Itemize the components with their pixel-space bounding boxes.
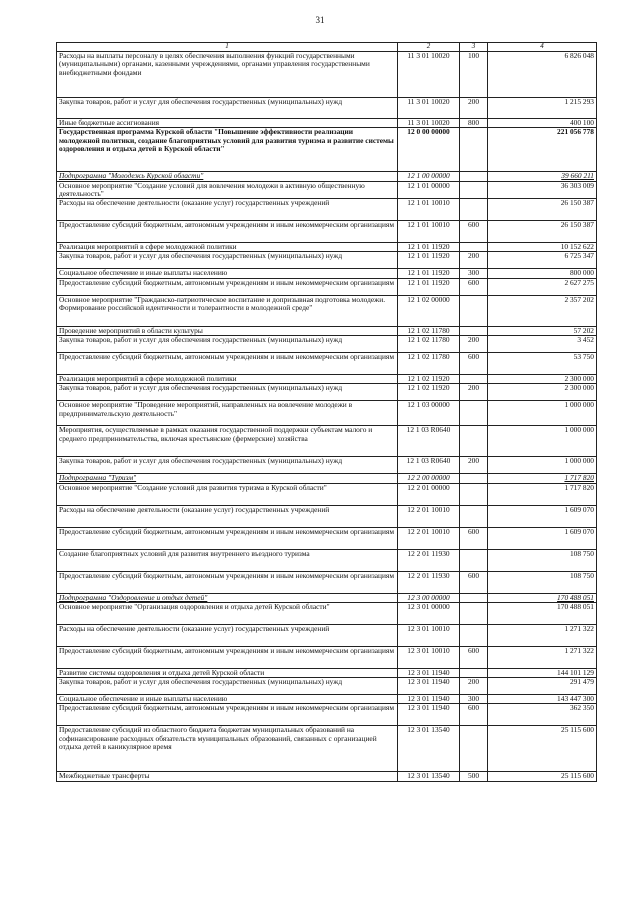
row-code-cell: 12 3 01 13540 xyxy=(398,726,460,772)
table-row xyxy=(57,726,597,772)
row-name-cell: Проведение мероприятий в области культуры xyxy=(57,326,398,335)
table-row xyxy=(57,668,597,677)
row-type-cell: 600 xyxy=(460,704,488,726)
row-amount-cell: 1 609 070 xyxy=(488,505,597,527)
row-name-cell: Основное мероприятие "Создание условий для развития туризма в Курской области" xyxy=(57,483,398,505)
row-code-cell: 12 3 01 13540 xyxy=(398,772,460,781)
row-type-cell xyxy=(460,668,488,677)
row-code-cell: 12 0 00 00000 xyxy=(398,128,460,172)
row-amount-cell: 144 101 129 xyxy=(488,668,597,677)
row-type-cell: 600 xyxy=(460,221,488,243)
row-code-cell: 12 1 02 11780 xyxy=(398,326,460,335)
column-header-4: 4 xyxy=(488,43,597,52)
table-row xyxy=(57,326,597,335)
column-header-1: 1 xyxy=(57,43,398,52)
row-code-cell: 12 1 01 10010 xyxy=(398,221,460,243)
row-code-cell: 12 2 01 11930 xyxy=(398,571,460,593)
row-code-cell: 12 1 02 11920 xyxy=(398,384,460,401)
row-type-cell xyxy=(460,172,488,181)
table-row xyxy=(57,549,597,571)
row-code-cell: 12 1 03 R0640 xyxy=(398,457,460,474)
row-amount-cell: 1 271 322 xyxy=(488,624,597,646)
table-row xyxy=(57,646,597,668)
table-row xyxy=(57,172,597,181)
table-row xyxy=(57,52,597,98)
row-code-cell: 12 1 02 11780 xyxy=(398,335,460,352)
row-code-cell: 12 3 01 11940 xyxy=(398,704,460,726)
row-amount-cell: 1 000 000 xyxy=(488,426,597,457)
row-name-cell: Предоставление субсидий бюджетным, автономным учреждениям и иным некоммерческим организациям xyxy=(57,278,398,295)
row-type-cell: 200 xyxy=(460,678,488,695)
table-row xyxy=(57,221,597,243)
row-type-cell xyxy=(460,374,488,383)
table-row xyxy=(57,98,597,119)
row-amount-cell: 57 202 xyxy=(488,326,597,335)
row-name-cell: Предоставление субсидий бюджетным, автономным учреждениям и иным некоммерческим организациям xyxy=(57,221,398,243)
column-header-2: 2 xyxy=(398,43,460,52)
row-name-cell: Социальное обеспечение и иные выплаты населению xyxy=(57,269,398,278)
row-amount-cell: 1 717 820 xyxy=(488,474,597,483)
row-type-cell: 100 xyxy=(460,52,488,98)
row-name-cell: Расходы на обеспечение деятельности (оказание услуг) государственных учреждений xyxy=(57,199,398,221)
row-code-cell: 11 3 01 10020 xyxy=(398,98,460,119)
table-header-row xyxy=(57,43,597,52)
row-amount-cell: 3 452 xyxy=(488,335,597,352)
row-name-cell: Иные бюджетные ассигнования xyxy=(57,119,398,128)
row-type-cell xyxy=(460,593,488,602)
row-code-cell: 12 1 03 R0640 xyxy=(398,426,460,457)
row-type-cell: 200 xyxy=(460,98,488,119)
row-name-cell: Развитие системы оздоровления и отдыха детей Курской области xyxy=(57,668,398,677)
table-row xyxy=(57,527,597,549)
row-name-cell: Создание благоприятных условий для развития внутреннего въездного туризма xyxy=(57,549,398,571)
row-code-cell: 12 3 01 11940 xyxy=(398,678,460,695)
row-name-cell: Мероприятия, осуществляемые в рамках оказания государственной поддержки субъектам малого и среднего предпринимательства, включая крестьянские (фермерские) хозяйства xyxy=(57,426,398,457)
row-type-cell xyxy=(460,549,488,571)
row-name-cell: Подпрограмма "Оздоровление и отдых детей" xyxy=(57,593,398,602)
row-name-cell: Закупка товаров, работ и услуг для обеспечения государственных (муниципальных) нужд xyxy=(57,457,398,474)
row-amount-cell: 221 056 778 xyxy=(488,128,597,172)
row-amount-cell: 170 488 051 xyxy=(488,602,597,624)
table-row xyxy=(57,269,597,278)
row-name-cell: Расходы на выплаты персоналу в целях обеспечения выполнения функций государственными (муниципальными) органами, казенными учреждениями, органами управления государственными внебюджетными фондами xyxy=(57,52,398,98)
row-name-cell: Предоставление субсидий бюджетным, автономным учреждениям и иным некоммерческим организациям xyxy=(57,571,398,593)
table-row xyxy=(57,243,597,252)
row-name-cell: Подпрограмма "Молодежь Курской области" xyxy=(57,172,398,181)
table-row xyxy=(57,426,597,457)
row-code-cell: 12 1 01 11920 xyxy=(398,252,460,269)
row-type-cell xyxy=(460,128,488,172)
row-amount-cell: 108 750 xyxy=(488,549,597,571)
row-name-cell: Основное мероприятие "Организация оздоровления и отдыха детей Курской области" xyxy=(57,602,398,624)
table-row xyxy=(57,457,597,474)
table-row xyxy=(57,352,597,374)
table-row xyxy=(57,335,597,352)
row-code-cell: 12 1 02 11780 xyxy=(398,352,460,374)
row-name-cell: Реализация мероприятий в сфере молодежной политики xyxy=(57,374,398,383)
row-code-cell: 12 1 03 00000 xyxy=(398,401,460,426)
row-amount-cell: 26 150 387 xyxy=(488,221,597,243)
row-type-cell: 200 xyxy=(460,252,488,269)
row-amount-cell: 6 826 048 xyxy=(488,52,597,98)
row-amount-cell: 1 271 322 xyxy=(488,646,597,668)
row-amount-cell: 39 660 211 xyxy=(488,172,597,181)
table-row xyxy=(57,505,597,527)
row-amount-cell: 400 100 xyxy=(488,119,597,128)
table-row xyxy=(57,199,597,221)
row-code-cell: 12 3 01 11940 xyxy=(398,668,460,677)
row-code-cell: 12 3 01 11940 xyxy=(398,695,460,704)
row-code-cell: 12 1 01 10010 xyxy=(398,199,460,221)
row-type-cell: 600 xyxy=(460,352,488,374)
row-type-cell xyxy=(460,483,488,505)
row-type-cell xyxy=(460,401,488,426)
row-code-cell: 11 3 01 10020 xyxy=(398,119,460,128)
row-name-cell: Закупка товаров, работ и услуг для обеспечения государственных (муниципальных) нужд xyxy=(57,335,398,352)
row-amount-cell: 108 750 xyxy=(488,571,597,593)
row-name-cell: Подпрограмма "Туризм" xyxy=(57,474,398,483)
row-code-cell: 12 2 00 00000 xyxy=(398,474,460,483)
row-type-cell: 600 xyxy=(460,571,488,593)
row-code-cell: 12 1 01 11920 xyxy=(398,278,460,295)
table-row xyxy=(57,593,597,602)
row-amount-cell: 291 479 xyxy=(488,678,597,695)
row-name-cell: Основное мероприятие "Гражданско-патриотическое воспитание и допризывная подготовка молодежи. Формирование российской идентичности и толерантности в молодежной среде" xyxy=(57,295,398,326)
table-row xyxy=(57,374,597,383)
row-code-cell: 12 3 01 10010 xyxy=(398,624,460,646)
row-name-cell: Основное мероприятие "Создание условий для вовлечения молодежи в активную общественную деятельность" xyxy=(57,181,398,199)
row-name-cell: Закупка товаров, работ и услуг для обеспечения государственных (муниципальных) нужд xyxy=(57,252,398,269)
row-code-cell: 12 1 01 11920 xyxy=(398,269,460,278)
row-name-cell: Реализация мероприятий в сфере молодежной политики xyxy=(57,243,398,252)
table-row xyxy=(57,772,597,781)
row-name-cell: Закупка товаров, работ и услуг для обеспечения государственных (муниципальных) нужд xyxy=(57,98,398,119)
table-row xyxy=(57,278,597,295)
row-type-cell xyxy=(460,602,488,624)
row-type-cell: 200 xyxy=(460,384,488,401)
row-type-cell xyxy=(460,474,488,483)
row-name-cell: Основное мероприятие "Проведение мероприятий, направленных на вовлечение молодежи в предпринимательскую деятельность" xyxy=(57,401,398,426)
row-type-cell xyxy=(460,624,488,646)
row-amount-cell: 170 488 051 xyxy=(488,593,597,602)
table-row xyxy=(57,295,597,326)
row-type-cell: 600 xyxy=(460,646,488,668)
row-type-cell xyxy=(460,295,488,326)
row-code-cell: 12 1 02 00000 xyxy=(398,295,460,326)
table-row xyxy=(57,571,597,593)
row-amount-cell: 1 215 293 xyxy=(488,98,597,119)
row-amount-cell: 1 000 000 xyxy=(488,457,597,474)
row-amount-cell: 143 447 300 xyxy=(488,695,597,704)
row-name-cell: Межбюджетные трансферты xyxy=(57,772,398,781)
row-amount-cell: 2 627 275 xyxy=(488,278,597,295)
row-amount-cell: 10 152 622 xyxy=(488,243,597,252)
row-type-cell: 300 xyxy=(460,695,488,704)
table-row xyxy=(57,384,597,401)
row-name-cell: Предоставление субсидий бюджетным, автономным учреждениям и иным некоммерческим организациям xyxy=(57,352,398,374)
row-code-cell: 12 3 01 10010 xyxy=(398,646,460,668)
table-row xyxy=(57,252,597,269)
row-amount-cell: 800 000 xyxy=(488,269,597,278)
row-type-cell: 600 xyxy=(460,527,488,549)
row-name-cell: Закупка товаров, работ и услуг для обеспечения государственных (муниципальных) нужд xyxy=(57,384,398,401)
row-type-cell: 600 xyxy=(460,278,488,295)
table-row xyxy=(57,624,597,646)
row-code-cell: 11 3 01 10020 xyxy=(398,52,460,98)
table-row xyxy=(57,483,597,505)
row-amount-cell: 1 609 070 xyxy=(488,527,597,549)
row-name-cell: Предоставление субсидий из областного бюджета бюджетам муниципальных образований на софинансирование расходных обязательств муниципальных образований, связанных с организацией отдыха детей в каникулярное время xyxy=(57,726,398,772)
table-row xyxy=(57,678,597,695)
table-row xyxy=(57,695,597,704)
row-code-cell: 12 1 01 11920 xyxy=(398,243,460,252)
row-code-cell: 12 2 01 10010 xyxy=(398,527,460,549)
table-row xyxy=(57,128,597,172)
row-amount-cell: 36 303 009 xyxy=(488,181,597,199)
table-row xyxy=(57,602,597,624)
budget-table xyxy=(56,42,597,782)
row-type-cell xyxy=(460,426,488,457)
row-type-cell: 500 xyxy=(460,772,488,781)
row-name-cell: Предоставление субсидий бюджетным, автономным учреждениям и иным некоммерческим организациям xyxy=(57,527,398,549)
row-code-cell: 12 2 01 00000 xyxy=(398,483,460,505)
row-amount-cell: 2 300 000 xyxy=(488,384,597,401)
row-name-cell: Закупка товаров, работ и услуг для обеспечения государственных (муниципальных) нужд xyxy=(57,678,398,695)
row-amount-cell: 1 000 000 xyxy=(488,401,597,426)
row-name-cell: Расходы на обеспечение деятельности (оказание услуг) государственных учреждений xyxy=(57,505,398,527)
table-row xyxy=(57,474,597,483)
row-type-cell: 800 xyxy=(460,119,488,128)
row-amount-cell: 1 717 820 xyxy=(488,483,597,505)
row-type-cell xyxy=(460,199,488,221)
table-row xyxy=(57,704,597,726)
row-amount-cell: 25 115 600 xyxy=(488,772,597,781)
table-row xyxy=(57,119,597,128)
row-code-cell: 12 2 01 11930 xyxy=(398,549,460,571)
row-type-cell xyxy=(460,505,488,527)
row-type-cell xyxy=(460,243,488,252)
column-header-3: 3 xyxy=(460,43,488,52)
row-type-cell: 300 xyxy=(460,269,488,278)
page-number: 31 xyxy=(315,15,325,25)
row-code-cell: 12 1 02 11920 xyxy=(398,374,460,383)
row-amount-cell: 6 725 347 xyxy=(488,252,597,269)
row-code-cell: 12 1 00 00000 xyxy=(398,172,460,181)
row-code-cell: 12 2 01 10010 xyxy=(398,505,460,527)
row-amount-cell: 2 357 202 xyxy=(488,295,597,326)
row-name-cell: Предоставление субсидий бюджетным, автономным учреждениям и иным некоммерческим организациям xyxy=(57,646,398,668)
row-type-cell xyxy=(460,726,488,772)
row-type-cell xyxy=(460,181,488,199)
table-body xyxy=(57,52,597,782)
table-row xyxy=(57,181,597,199)
row-name-cell: Государственная программа Курской области "Повышение эффективности реализации молодежной политики, создание благоприятных условий для развития туризма и развитие системы оздоровления и отдыха детей в Курской области" xyxy=(57,128,398,172)
row-amount-cell: 26 150 387 xyxy=(488,199,597,221)
row-type-cell: 200 xyxy=(460,457,488,474)
row-amount-cell: 25 115 600 xyxy=(488,726,597,772)
row-name-cell: Расходы на обеспечение деятельности (оказание услуг) государственных учреждений xyxy=(57,624,398,646)
row-type-cell: 200 xyxy=(460,335,488,352)
row-amount-cell: 53 750 xyxy=(488,352,597,374)
row-name-cell: Предоставление субсидий бюджетным, автономным учреждениям и иным некоммерческим организациям xyxy=(57,704,398,726)
row-code-cell: 12 1 01 00000 xyxy=(398,181,460,199)
row-type-cell xyxy=(460,326,488,335)
row-code-cell: 12 3 00 00000 xyxy=(398,593,460,602)
table-row xyxy=(57,401,597,426)
row-code-cell: 12 3 01 00000 xyxy=(398,602,460,624)
row-amount-cell: 2 300 000 xyxy=(488,374,597,383)
row-amount-cell: 362 350 xyxy=(488,704,597,726)
row-name-cell: Социальное обеспечение и иные выплаты населению xyxy=(57,695,398,704)
